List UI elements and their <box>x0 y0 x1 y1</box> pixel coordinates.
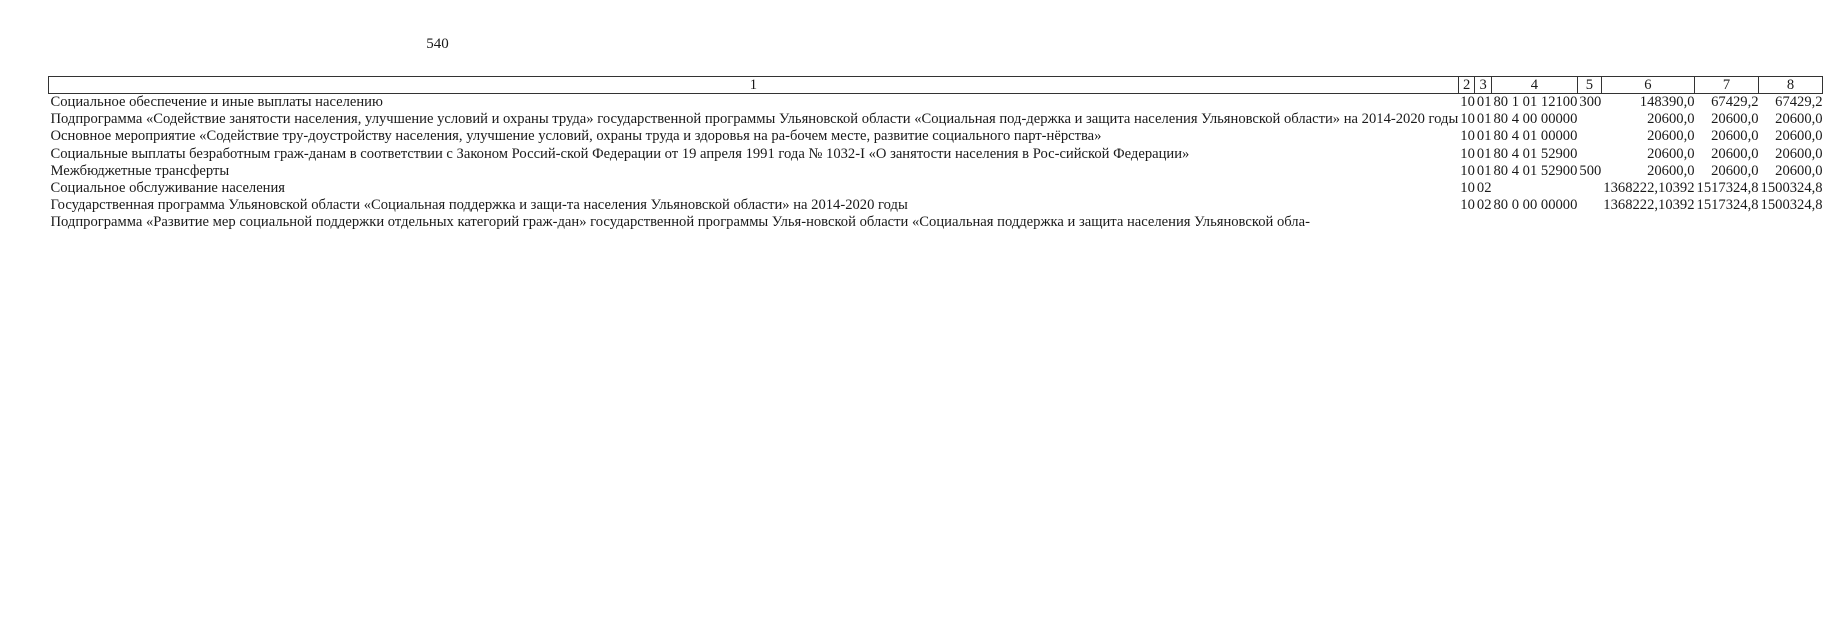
row-name: Подпрограмма «Развитие мер социальной поддержки отдельных категорий граж-дан» государственной программы Улья-новской области «Социальная поддержка и защита населения Ульяновской обла- <box>50 214 1310 231</box>
table-row <box>49 111 1823 128</box>
row-name: Социальные выплаты безработным граж-данам в соответствии с Законом Россий-ской Федерации от 19 апреля 1991 года № 1032-I «О занятости населения в Рос-сийской Федерации» <box>50 145 1190 162</box>
row-amount-1 <box>1601 214 1694 231</box>
row-name: Социальное обеспечение и иные выплаты населению <box>50 94 383 110</box>
table-row <box>49 94 1823 112</box>
row-amount-1: 20600,0 <box>1647 128 1695 145</box>
row-amount-3: 20600,0 <box>1775 145 1823 162</box>
row-target-article: 80 4 01 52900 <box>1493 145 1578 162</box>
row-expense-type <box>1577 146 1601 163</box>
row-section <box>1458 214 1475 231</box>
row-target-article: 80 4 01 00000 <box>1493 128 1578 145</box>
row-amount-2 <box>1695 214 1759 231</box>
row-amount-2: 67429,2 <box>1711 94 1759 110</box>
table-row <box>49 180 1823 197</box>
table-row <box>49 163 1823 180</box>
row-subsection: 01 <box>1476 128 1492 145</box>
row-amount-3: 20600,0 <box>1775 128 1823 145</box>
table-body <box>49 94 1823 232</box>
row-amount-1: 20600,0 <box>1647 145 1695 162</box>
row-amount-3: 1500324,8 <box>1760 180 1823 197</box>
row-expense-type <box>1577 128 1601 145</box>
row-amount-1: 20600,0 <box>1647 111 1695 128</box>
row-amount-2: 20600,0 <box>1711 145 1759 162</box>
header-col-2: 2 <box>1458 77 1475 94</box>
row-amount-1: 1368222,10392 <box>1603 180 1695 197</box>
row-subsection: 02 <box>1476 180 1492 197</box>
row-name: Межбюджетные трансферты <box>50 162 230 179</box>
row-expense-type <box>1577 180 1601 197</box>
table-row <box>49 197 1823 214</box>
row-target-article: 80 0 00 00000 <box>1493 197 1578 214</box>
row-section: 10 <box>1460 111 1475 128</box>
row-target-article: 80 4 01 52900 <box>1493 162 1578 179</box>
row-amount-2: 20600,0 <box>1711 111 1759 128</box>
header-row <box>49 77 1823 94</box>
row-subsection: 02 <box>1476 197 1492 214</box>
row-amount-1: 1368222,10392 <box>1603 197 1695 214</box>
row-target-article: 80 1 01 12100 <box>1493 94 1578 110</box>
row-expense-type <box>1577 197 1601 214</box>
row-section: 10 <box>1460 94 1475 110</box>
row-amount-3: 67429,2 <box>1775 94 1823 110</box>
header-col-8: 8 <box>1759 77 1823 94</box>
row-section: 10 <box>1460 180 1475 197</box>
table-row <box>49 128 1823 145</box>
row-target-article <box>1491 180 1577 197</box>
header-col-5: 5 <box>1577 77 1601 94</box>
header-col-7: 7 <box>1695 77 1759 94</box>
row-subsection: 01 <box>1476 145 1492 162</box>
header-col-3: 3 <box>1475 77 1492 94</box>
row-amount-1: 148390,0 <box>1639 94 1695 110</box>
table-header <box>49 77 1823 94</box>
row-expense-type: 300 <box>1579 94 1602 110</box>
row-amount-2: 20600,0 <box>1711 128 1759 145</box>
row-expense-type <box>1577 214 1601 231</box>
row-target-article: 80 4 00 00000 <box>1493 111 1578 128</box>
row-subsection: 01 <box>1476 94 1492 110</box>
row-target-article <box>1491 214 1577 231</box>
row-name: Подпрограмма «Содействие занятости населения, улучшение условий и охраны труда» государственной программы Ульяновской области «Социальная под-держка и защита населения Ульяновской области» на 2014-2020 годы <box>50 111 1459 128</box>
row-amount-3: 20600,0 <box>1775 162 1823 179</box>
header-col-4: 4 <box>1491 77 1577 94</box>
row-name: Основное мероприятие «Содействие тру-доустройству населения, улучшение условий, охраны труда и здоровья на ра-бочем месте, развитие социального парт-нёрства» <box>50 128 1102 145</box>
header-col-1: 1 <box>49 77 1459 94</box>
page-number: 540 <box>426 36 449 52</box>
row-amount-2: 20600,0 <box>1711 162 1759 179</box>
row-expense-type: 500 <box>1579 162 1602 179</box>
row-section: 10 <box>1460 162 1475 179</box>
row-section: 10 <box>1460 145 1475 162</box>
row-section: 10 <box>1460 128 1475 145</box>
table-row <box>49 214 1823 231</box>
row-expense-type <box>1577 111 1601 128</box>
row-subsection: 01 <box>1476 162 1492 179</box>
row-subsection <box>1475 214 1492 231</box>
row-amount-3: 1500324,8 <box>1760 197 1823 214</box>
row-amount-2: 1517324,8 <box>1696 180 1759 197</box>
row-amount-1: 20600,0 <box>1647 162 1695 179</box>
budget-table <box>48 76 1823 232</box>
header-col-6: 6 <box>1601 77 1694 94</box>
table-row <box>49 146 1823 163</box>
row-section: 10 <box>1460 197 1475 214</box>
row-subsection: 01 <box>1476 111 1492 128</box>
row-name: Государственная программа Ульяновской области «Социальная поддержка и защи-та населения Ульяновской области» на 2014-2020 годы <box>50 197 908 214</box>
row-name: Социальное обслуживание населения <box>50 180 286 197</box>
row-amount-2: 1517324,8 <box>1696 197 1759 214</box>
row-amount-3: 20600,0 <box>1775 111 1823 128</box>
row-amount-3 <box>1759 214 1823 231</box>
